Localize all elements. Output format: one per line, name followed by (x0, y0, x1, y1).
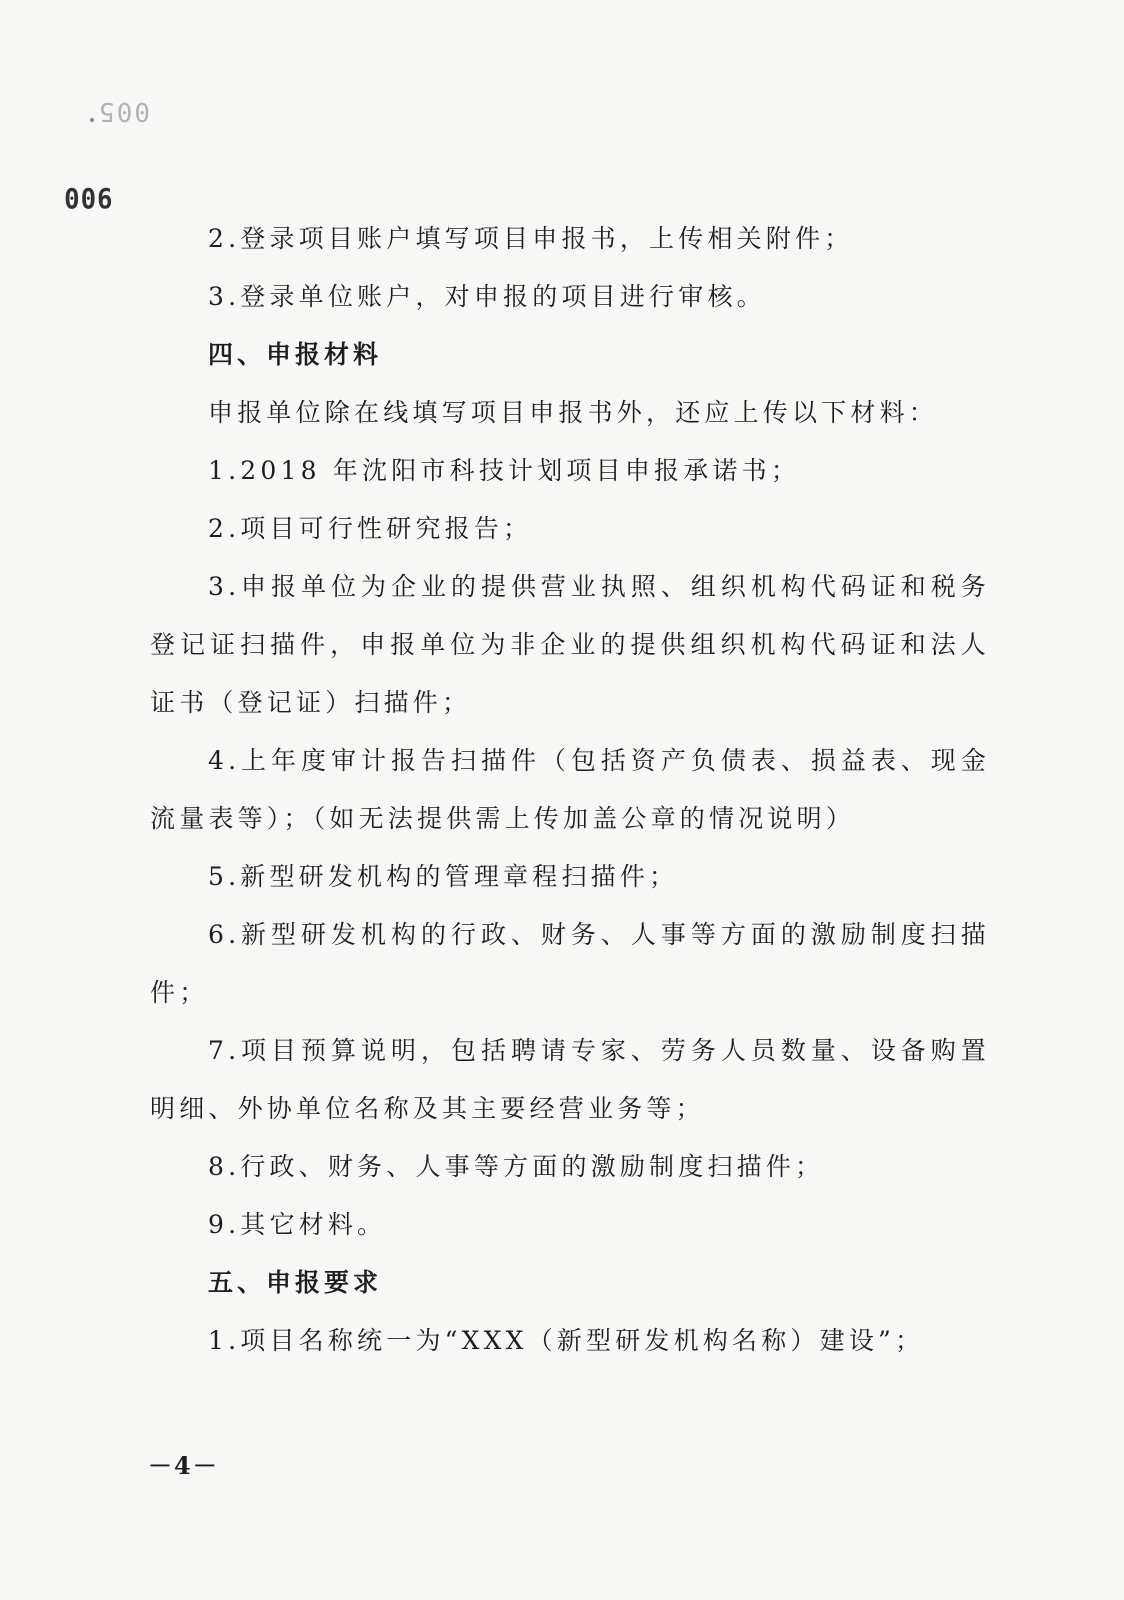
paragraph: 5.新型研发机构的管理章程扫描件； (208, 862, 679, 891)
paragraph: 1.2018 年沈阳市科技计划项目申报承诺书； (208, 456, 801, 485)
page-stamp: 006 (64, 182, 114, 215)
paragraph: 1.项目名称统一为“XXX（新型研发机构名称）建设”； (208, 1326, 925, 1355)
paragraph: 9.其它材料。 (208, 1210, 387, 1239)
page-number: －4－ (148, 1451, 219, 1480)
paragraph: 4.上年度审计报告扫描件（包括资产负债表、损益表、现金流量表等）；（如无法提供需上传加盖公章的情况说明） (150, 746, 990, 833)
paragraph: 8.行政、财务、人事等方面的激励制度扫描件； (208, 1152, 825, 1181)
paragraph: 3.登录单位账户，对申报的项目进行审核。 (208, 282, 766, 311)
paragraph: 2.项目可行性研究报告； (208, 514, 533, 543)
document-body (150, 210, 990, 1370)
stamp-dot (90, 118, 94, 122)
section-heading: 五、申报要求 (208, 1268, 383, 1297)
paragraph: 3.申报单位为企业的提供营业执照、组织机构代码证和税务登记证扫描件，申报单位为非企业的提供组织机构代码证和法人证书（登记证）扫描件； (150, 572, 990, 717)
paragraph: 6.新型研发机构的行政、财务、人事等方面的激励制度扫描件； (150, 920, 990, 1007)
paragraph: 7.项目预算说明，包括聘请专家、劳务人员数量、设备购置明细、外协单位名称及其主要经营业务等； (150, 1036, 990, 1123)
paragraph: 申报单位除在线填写项目申报书外，还应上传以下材料： (208, 398, 939, 427)
section-heading: 四、申报材料 (208, 340, 383, 369)
paragraph: 2.登录项目账户填写项目申报书，上传相关附件； (208, 224, 854, 253)
faded-page-stamp: 005 (97, 96, 150, 126)
